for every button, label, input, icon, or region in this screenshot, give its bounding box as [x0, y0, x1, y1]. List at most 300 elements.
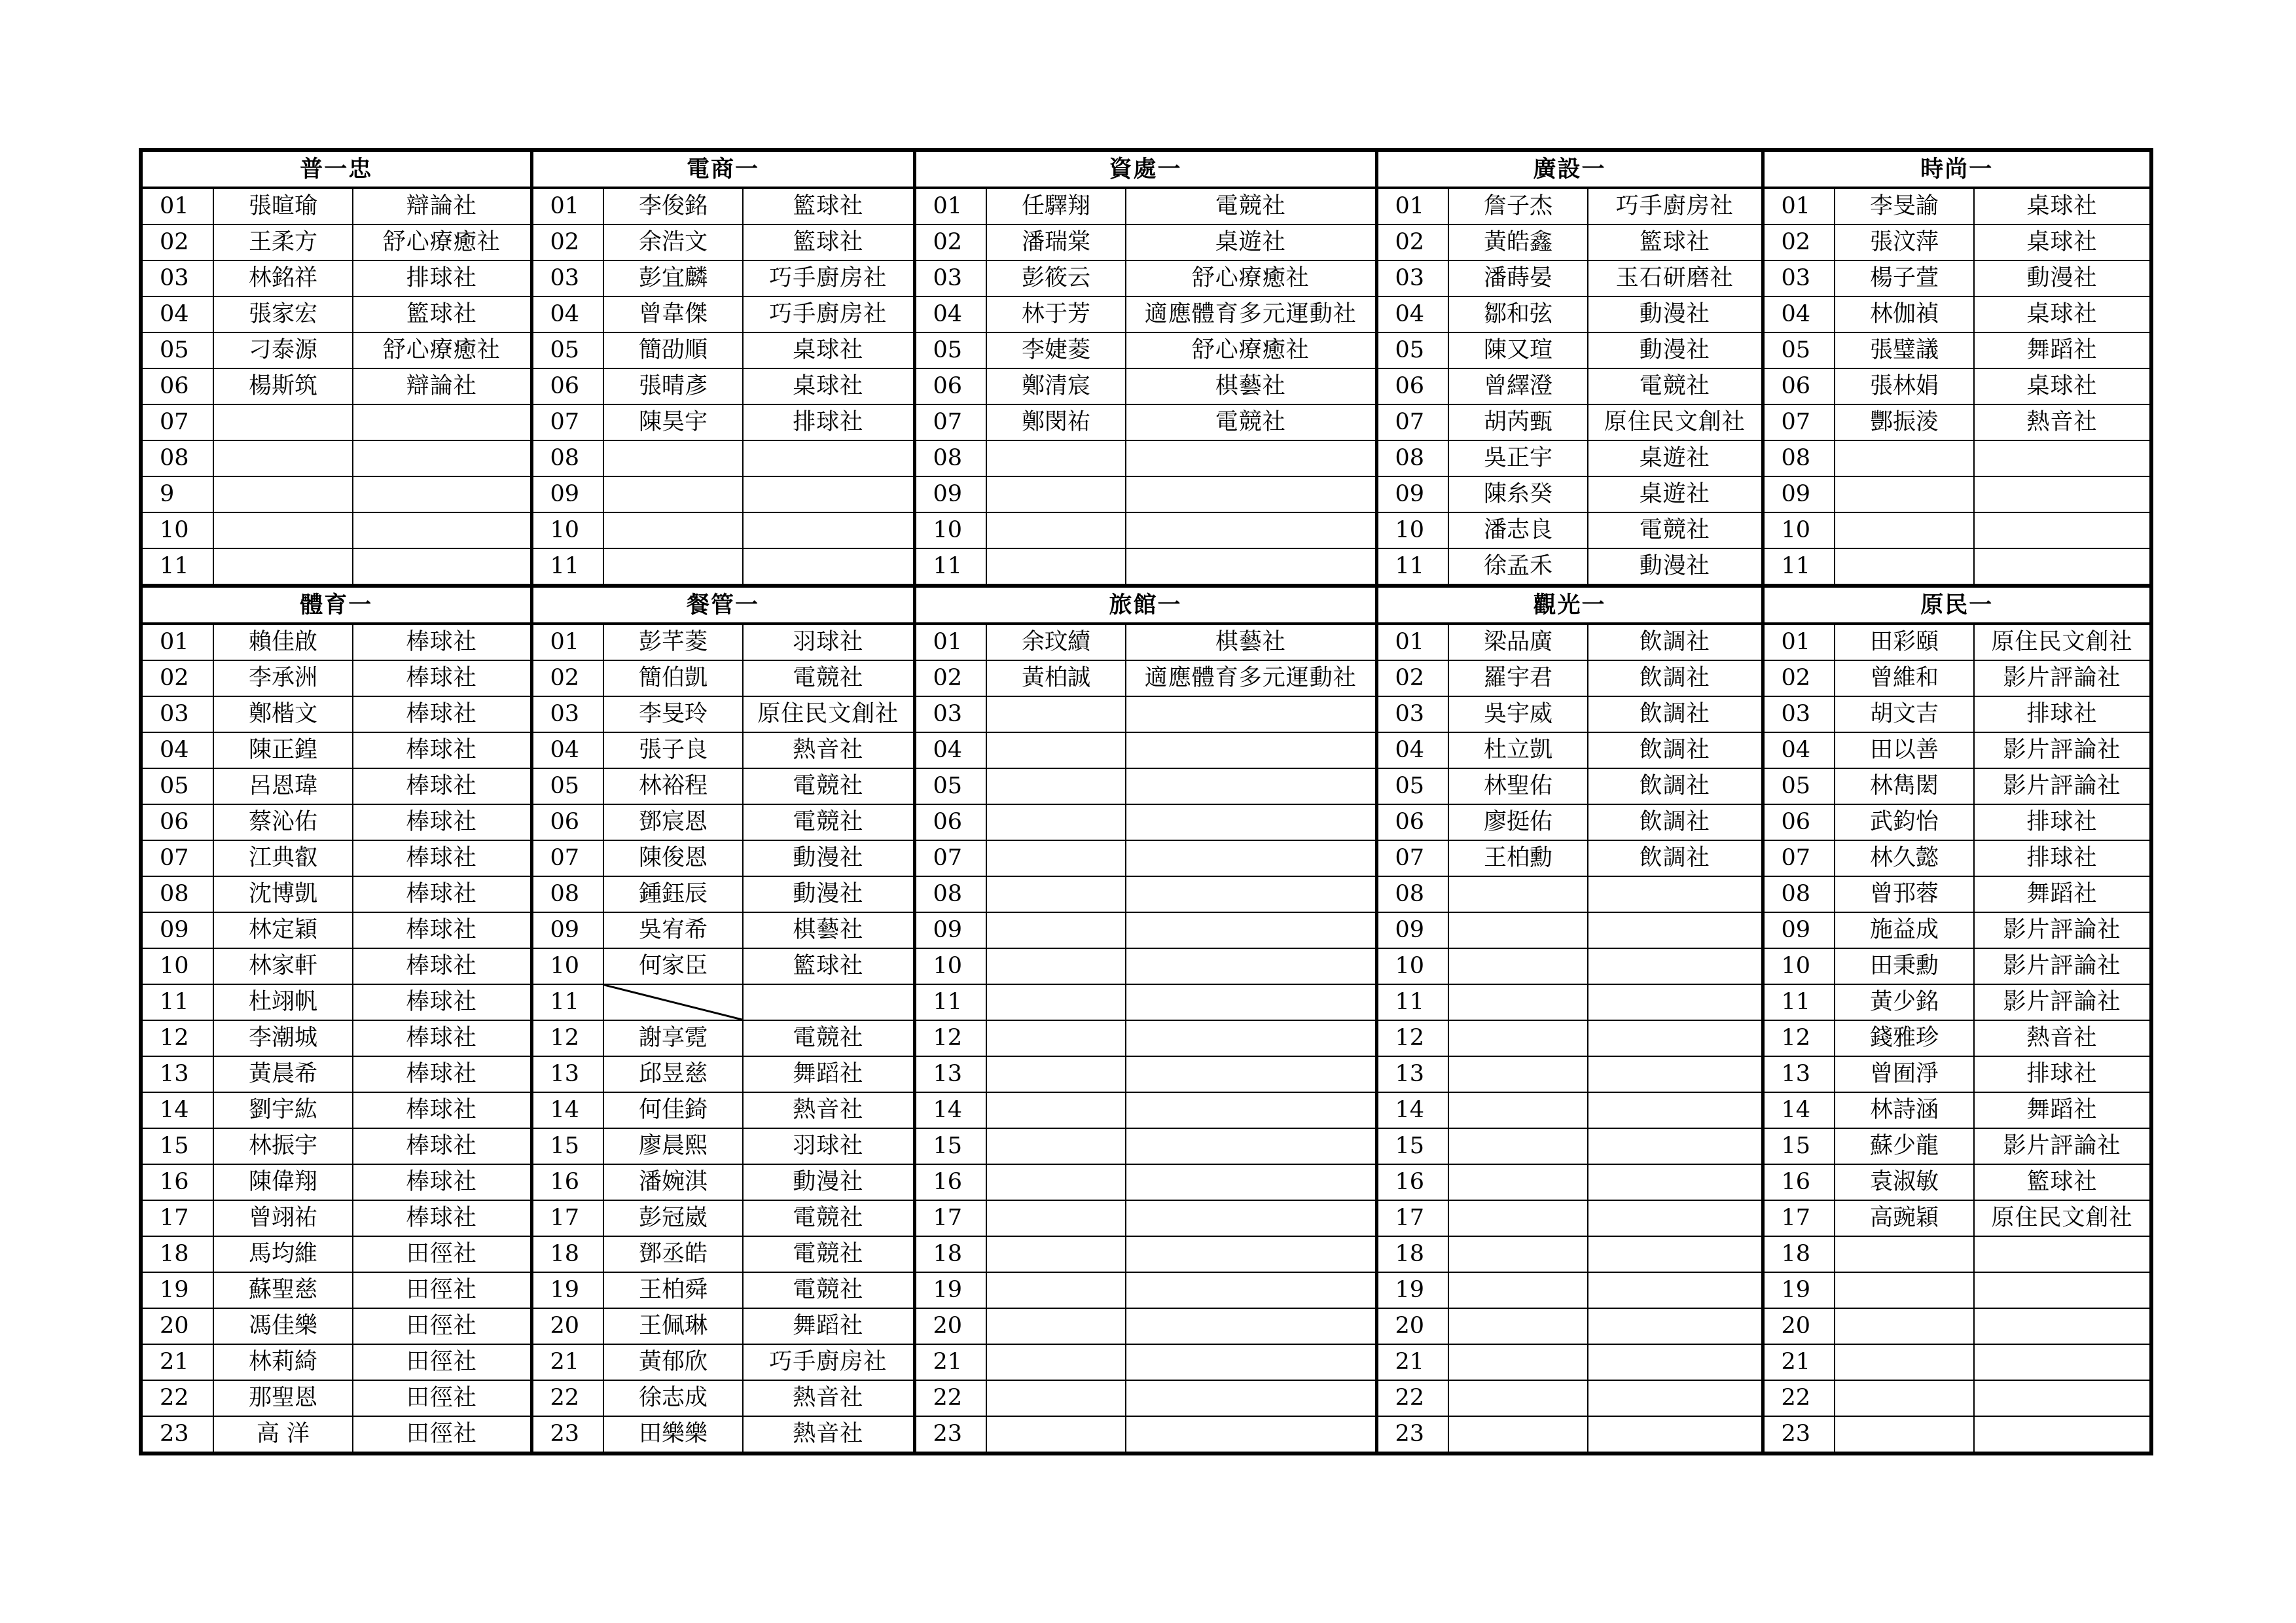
student-name: [1448, 1272, 1588, 1308]
club-name: 電競社: [743, 1200, 914, 1236]
class-header: 廣設一: [1376, 150, 1763, 188]
class-header: 原民一: [1763, 586, 2151, 624]
seat-number: 9: [141, 476, 213, 512]
club-name: [353, 476, 531, 512]
seat-number: 08: [531, 876, 603, 912]
seat-number: 03: [1763, 260, 1835, 296]
seat-number: 17: [1763, 1200, 1835, 1236]
student-name: 林家軒: [213, 948, 353, 984]
club-name: 熱音社: [743, 732, 914, 768]
club-name: [1126, 512, 1376, 548]
club-name: [743, 476, 914, 512]
table-row: [141, 404, 2151, 440]
seat-number: 13: [914, 1056, 986, 1092]
seat-number: 16: [531, 1164, 603, 1200]
table-row: [141, 984, 2151, 1020]
student-name: 那聖恩: [213, 1380, 353, 1416]
student-name: 鄒和弦: [1448, 296, 1588, 332]
student-name: [986, 1020, 1126, 1056]
club-name: [1588, 1416, 1763, 1454]
student-name: 吳宥希: [603, 912, 743, 948]
club-name: 辯論社: [353, 368, 531, 404]
club-name: 棒球社: [353, 876, 531, 912]
club-name: 田徑社: [353, 1236, 531, 1272]
club-name: 桌球社: [1974, 296, 2151, 332]
seat-number: 06: [1763, 368, 1835, 404]
club-name: 影片評論社: [1974, 732, 2151, 768]
student-name: 潘瑞棠: [986, 224, 1126, 260]
student-name: 潘蒔晏: [1448, 260, 1588, 296]
table-row: [141, 1344, 2151, 1380]
student-name: 李旻諭: [1835, 188, 1974, 224]
student-name: 胡文吉: [1835, 696, 1974, 732]
seat-number: 17: [141, 1200, 213, 1236]
club-name: [1126, 948, 1376, 984]
student-name: [213, 476, 353, 512]
seat-number: 16: [914, 1164, 986, 1200]
seat-number: 10: [1376, 512, 1448, 548]
club-name: 桌遊社: [1588, 476, 1763, 512]
club-name: 田徑社: [353, 1308, 531, 1344]
student-name: [1448, 1200, 1588, 1236]
club-name: [1974, 512, 2151, 548]
student-name: [1448, 1056, 1588, 1092]
student-name: 王佩琳: [603, 1308, 743, 1344]
club-name: [1974, 476, 2151, 512]
club-name: 棒球社: [353, 1056, 531, 1092]
seat-number: 05: [531, 768, 603, 804]
seat-number: 11: [1763, 984, 1835, 1020]
club-name: 棒球社: [353, 804, 531, 840]
club-name: [1126, 1128, 1376, 1164]
club-name: [1588, 948, 1763, 984]
seat-number: 10: [1376, 948, 1448, 984]
seat-number: 15: [1763, 1128, 1835, 1164]
table-row: [141, 188, 2151, 224]
student-name: 陳偉翔: [213, 1164, 353, 1200]
club-name: [1126, 1236, 1376, 1272]
table-row: [141, 1416, 2151, 1454]
club-name: 動漫社: [1588, 296, 1763, 332]
student-name: 林詩涵: [1835, 1092, 1974, 1128]
club-name: [1126, 1308, 1376, 1344]
seat-number: 22: [1376, 1380, 1448, 1416]
student-name: 林定穎: [213, 912, 353, 948]
seat-number: 04: [1763, 732, 1835, 768]
club-name: 籃球社: [1588, 224, 1763, 260]
student-name: [986, 840, 1126, 876]
club-name: 原住民文創社: [1974, 624, 2151, 660]
seat-number: 18: [141, 1236, 213, 1272]
club-name: 電競社: [1126, 404, 1376, 440]
club-name: 桌球社: [1974, 368, 2151, 404]
student-name: [603, 548, 743, 586]
student-name: 羅宇君: [1448, 660, 1588, 696]
seat-number: 05: [1763, 768, 1835, 804]
student-name: 李潮城: [213, 1020, 353, 1056]
student-name: 田彩頤: [1835, 624, 1974, 660]
student-name: 施益成: [1835, 912, 1974, 948]
seat-number: 14: [1376, 1092, 1448, 1128]
seat-number: 13: [1763, 1056, 1835, 1092]
student-name: [986, 512, 1126, 548]
seat-number: 12: [1376, 1020, 1448, 1056]
student-name: 王柏勳: [1448, 840, 1588, 876]
student-name: 陳昊宇: [603, 404, 743, 440]
club-name: 原住民文創社: [1974, 1200, 2151, 1236]
student-name: 曾邘蓉: [1835, 876, 1974, 912]
club-name: 影片評論社: [1974, 768, 2151, 804]
class-header: 觀光一: [1376, 586, 1763, 624]
seat-number: 18: [1376, 1236, 1448, 1272]
seat-number: 15: [531, 1128, 603, 1164]
student-name: 任驛翔: [986, 188, 1126, 224]
club-name: [1126, 876, 1376, 912]
student-name: [986, 1128, 1126, 1164]
student-name: 張子良: [603, 732, 743, 768]
club-name: [1126, 1020, 1376, 1056]
club-name: 棒球社: [353, 768, 531, 804]
club-name: 棒球社: [353, 1092, 531, 1128]
table-row: [141, 732, 2151, 768]
seat-number: 23: [914, 1416, 986, 1454]
seat-number: 05: [1376, 768, 1448, 804]
club-name: [1974, 1416, 2151, 1454]
club-name: 巧手廚房社: [1588, 188, 1763, 224]
seat-number: 03: [531, 260, 603, 296]
student-name: [1448, 1128, 1588, 1164]
student-name: 吳宇威: [1448, 696, 1588, 732]
table-row: [141, 296, 2151, 332]
student-name: [986, 948, 1126, 984]
seat-number: 09: [141, 912, 213, 948]
seat-number: 16: [141, 1164, 213, 1200]
student-name: [986, 876, 1126, 912]
club-name: 適應體育多元運動社: [1126, 660, 1376, 696]
club-name: 籃球社: [743, 188, 914, 224]
club-name: 巧手廚房社: [743, 260, 914, 296]
club-name: 籃球社: [743, 224, 914, 260]
club-name: 桌遊社: [1126, 224, 1376, 260]
student-name: 陳俊恩: [603, 840, 743, 876]
club-name: 棋藝社: [743, 912, 914, 948]
seat-number: 11: [914, 548, 986, 586]
club-name: 原住民文創社: [1588, 404, 1763, 440]
student-name: 曾繹澄: [1448, 368, 1588, 404]
seat-number: 23: [1763, 1416, 1835, 1454]
seat-number: 16: [1376, 1164, 1448, 1200]
student-name: 曾囿淨: [1835, 1056, 1974, 1092]
club-name: 動漫社: [1974, 260, 2151, 296]
seat-number: 22: [531, 1380, 603, 1416]
seat-number: 06: [531, 804, 603, 840]
seat-number: 03: [914, 696, 986, 732]
student-name: [1448, 912, 1588, 948]
student-name: [1835, 476, 1974, 512]
seat-number: 19: [914, 1272, 986, 1308]
student-name: [986, 476, 1126, 512]
seat-number: 10: [141, 948, 213, 984]
seat-number: 17: [1376, 1200, 1448, 1236]
table-row: [141, 876, 2151, 912]
club-name: 排球社: [353, 260, 531, 296]
club-name: [1588, 1200, 1763, 1236]
student-name: 田以善: [1835, 732, 1974, 768]
student-name: 劉宇紘: [213, 1092, 353, 1128]
seat-number: 18: [914, 1236, 986, 1272]
table-row: [141, 840, 2151, 876]
club-name: [1588, 1128, 1763, 1164]
club-name: [1126, 1416, 1376, 1454]
seat-number: 23: [1376, 1416, 1448, 1454]
seat-number: 04: [531, 732, 603, 768]
club-name: [1126, 476, 1376, 512]
table-row: [141, 1056, 2151, 1092]
student-name: [213, 404, 353, 440]
seat-number: 17: [531, 1200, 603, 1236]
student-name: 何佳錡: [603, 1092, 743, 1128]
club-name: 動漫社: [743, 1164, 914, 1200]
seat-number: 03: [1763, 696, 1835, 732]
student-name: [1448, 984, 1588, 1020]
club-name: [353, 440, 531, 476]
club-name: 棋藝社: [1126, 368, 1376, 404]
club-name: 棒球社: [353, 912, 531, 948]
club-name: 熱音社: [1974, 1020, 2151, 1056]
club-name: [1974, 1236, 2151, 1272]
seat-number: 13: [1376, 1056, 1448, 1092]
student-name: [1835, 1380, 1974, 1416]
student-name: 潘婉淇: [603, 1164, 743, 1200]
club-name: 桌球社: [1974, 224, 2151, 260]
club-name: 影片評論社: [1974, 912, 2151, 948]
club-name: 棒球社: [353, 732, 531, 768]
seat-number: 11: [1376, 548, 1448, 586]
club-name: 巧手廚房社: [743, 296, 914, 332]
student-name: 廖晨熙: [603, 1128, 743, 1164]
table-row: [141, 1200, 2151, 1236]
seat-number: 21: [1376, 1344, 1448, 1380]
seat-number: 11: [531, 984, 603, 1020]
club-name: [1126, 1380, 1376, 1416]
club-name: 棒球社: [353, 696, 531, 732]
student-name: [1448, 1092, 1588, 1128]
student-name: 田秉勳: [1835, 948, 1974, 984]
student-name: 潘志良: [1448, 512, 1588, 548]
seat-number: 19: [1376, 1272, 1448, 1308]
table-row: [141, 368, 2151, 404]
club-name: 舞蹈社: [743, 1308, 914, 1344]
club-name: 原住民文創社: [743, 696, 914, 732]
student-name: [1835, 1308, 1974, 1344]
seat-number: 07: [914, 404, 986, 440]
seat-number: 02: [914, 660, 986, 696]
club-name: [1126, 548, 1376, 586]
student-name: 林聖佑: [1448, 768, 1588, 804]
seat-number: 02: [531, 660, 603, 696]
club-name: 舞蹈社: [1974, 876, 2151, 912]
seat-number: 07: [1376, 840, 1448, 876]
club-name: [743, 548, 914, 586]
student-name: 曾韋傑: [603, 296, 743, 332]
club-name: 桌球社: [743, 332, 914, 368]
student-name: 袁淑敏: [1835, 1164, 1974, 1200]
class-header: 旅館一: [914, 586, 1376, 624]
student-name: 張林娟: [1835, 368, 1974, 404]
student-name: 胡芮甄: [1448, 404, 1588, 440]
club-name: [743, 984, 914, 1020]
seat-number: 03: [1376, 696, 1448, 732]
seat-number: 11: [914, 984, 986, 1020]
club-name: 動漫社: [1588, 548, 1763, 586]
seat-number: 04: [1376, 296, 1448, 332]
student-name: 林雋閎: [1835, 768, 1974, 804]
student-name: 賴佳啟: [213, 624, 353, 660]
club-name: 舒心療癒社: [1126, 332, 1376, 368]
student-name: [986, 1200, 1126, 1236]
seat-number: 01: [1376, 188, 1448, 224]
club-name: 棒球社: [353, 984, 531, 1020]
student-name: 李旻玲: [603, 696, 743, 732]
student-name: [1835, 440, 1974, 476]
club-name: 羽球社: [743, 624, 914, 660]
seat-number: 06: [1763, 804, 1835, 840]
class-header: 普一忠: [141, 150, 531, 188]
seat-number: 21: [141, 1344, 213, 1380]
club-name: [1588, 1380, 1763, 1416]
table-row: [141, 1164, 2151, 1200]
student-name: 簡伯凱: [603, 660, 743, 696]
seat-number: 12: [531, 1020, 603, 1056]
student-name: 黃晨希: [213, 1056, 353, 1092]
club-name: [743, 512, 914, 548]
seat-number: 02: [141, 224, 213, 260]
table-row: [141, 1272, 2151, 1308]
student-name: 林于芳: [986, 296, 1126, 332]
seat-number: 10: [1763, 948, 1835, 984]
club-name: 影片評論社: [1974, 1128, 2151, 1164]
table-row: [141, 804, 2151, 840]
student-name: [1448, 1164, 1588, 1200]
club-name: [1588, 1056, 1763, 1092]
student-name: [986, 696, 1126, 732]
club-name: 籃球社: [743, 948, 914, 984]
club-name: [1126, 804, 1376, 840]
student-name: 余玟續: [986, 624, 1126, 660]
seat-number: 19: [1763, 1272, 1835, 1308]
student-name: 李俊銘: [603, 188, 743, 224]
club-name: 舞蹈社: [743, 1056, 914, 1092]
student-name: 酆振淩: [1835, 404, 1974, 440]
club-name: 電競社: [743, 660, 914, 696]
table-row: [141, 948, 2151, 984]
club-name: 棒球社: [353, 660, 531, 696]
table-row: [141, 260, 2151, 296]
seat-number: 08: [1763, 876, 1835, 912]
seat-number: 04: [1376, 732, 1448, 768]
seat-number: 07: [914, 840, 986, 876]
seat-number: 02: [914, 224, 986, 260]
seat-number: 04: [914, 732, 986, 768]
table-row: [141, 1236, 2151, 1272]
student-name: 簡劭順: [603, 332, 743, 368]
table-row: [141, 912, 2151, 948]
club-name: [353, 512, 531, 548]
diagonal-strike: [604, 985, 742, 1020]
club-name: [1126, 840, 1376, 876]
student-name: [986, 1416, 1126, 1454]
seat-number: 06: [914, 804, 986, 840]
seat-number: 16: [1763, 1164, 1835, 1200]
table-row: [141, 476, 2151, 512]
seat-number: 20: [531, 1308, 603, 1344]
table-row: [141, 440, 2151, 476]
student-name: [986, 1272, 1126, 1308]
seat-number: 11: [141, 548, 213, 586]
seat-number: 08: [1376, 440, 1448, 476]
seat-number: 01: [141, 188, 213, 224]
student-name: [1835, 548, 1974, 586]
student-name: [986, 1380, 1126, 1416]
table-row: [141, 512, 2151, 548]
club-name: [1588, 1020, 1763, 1056]
student-name: 謝享霓: [603, 1020, 743, 1056]
student-name: 梁品廣: [1448, 624, 1588, 660]
student-name: 蘇少龍: [1835, 1128, 1974, 1164]
seat-number: 08: [914, 876, 986, 912]
table-row: [141, 224, 2151, 260]
seat-number: 14: [1763, 1092, 1835, 1128]
student-name: 林振宇: [213, 1128, 353, 1164]
student-name: 李婕菱: [986, 332, 1126, 368]
student-name: [1835, 1272, 1974, 1308]
seat-number: 07: [1763, 840, 1835, 876]
student-name: 吳正宇: [1448, 440, 1588, 476]
student-name: 王柔方: [213, 224, 353, 260]
table-row: [141, 1092, 2151, 1128]
club-name: [1126, 1272, 1376, 1308]
club-name: [743, 440, 914, 476]
club-name: 舒心療癒社: [353, 224, 531, 260]
class-header-row: [141, 150, 2151, 188]
seat-number: 05: [1763, 332, 1835, 368]
student-name: [603, 440, 743, 476]
student-name: [1448, 1308, 1588, 1344]
seat-number: 21: [531, 1344, 603, 1380]
club-name: 辯論社: [353, 188, 531, 224]
student-name: 黃少銘: [1835, 984, 1974, 1020]
club-name: 電競社: [743, 1272, 914, 1308]
seat-number: 22: [1763, 1380, 1835, 1416]
club-name: 影片評論社: [1974, 660, 2151, 696]
student-name: [986, 984, 1126, 1020]
seat-number: 11: [1763, 548, 1835, 586]
club-name: 舞蹈社: [1974, 332, 2151, 368]
club-name: 桌球社: [743, 368, 914, 404]
student-name: 曾翊祐: [213, 1200, 353, 1236]
club-name: 巧手廚房社: [743, 1344, 914, 1380]
student-name: [986, 1092, 1126, 1128]
student-name: [1835, 512, 1974, 548]
seat-number: 10: [914, 948, 986, 984]
student-name: 杜翊帆: [213, 984, 353, 1020]
student-name: 鍾鈺辰: [603, 876, 743, 912]
seat-number: 09: [1376, 912, 1448, 948]
seat-number: 14: [141, 1092, 213, 1128]
student-name: 馮佳樂: [213, 1308, 353, 1344]
club-name: 飲調社: [1588, 660, 1763, 696]
student-name: 林莉綺: [213, 1344, 353, 1380]
